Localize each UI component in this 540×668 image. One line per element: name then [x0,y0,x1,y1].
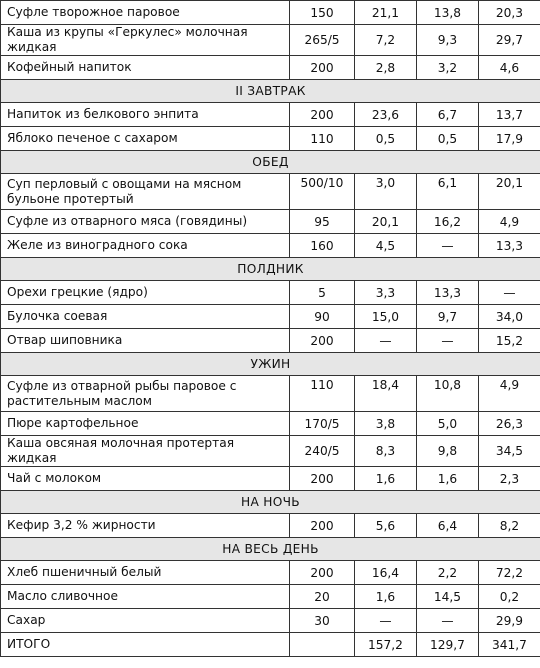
dish-value-2: 0,5 [417,127,479,151]
dish-value-3: 13,3 [479,234,540,258]
meal-section-header [1,491,540,514]
dish-row [1,376,540,412]
dish-row [1,609,540,633]
dish-amount: 170/5 [290,412,355,436]
dish-name: Хлеб пшеничный белый [1,561,290,585]
dish-value-1: 3,0 [355,174,417,210]
dish-value-3: 13,7 [479,103,540,127]
dish-value-3: 26,3 [479,412,540,436]
dish-name: Чай с молоком [1,467,290,491]
dish-value-2: 9,3 [417,25,479,56]
dish-name: Суфле творожное паровое [1,1,290,25]
meal-section-title: НА НОЧЬ [1,491,540,514]
dish-amount: 150 [290,1,355,25]
dish-row [1,467,540,491]
dish-value-3: 8,2 [479,514,540,538]
dish-name: Отвар шиповника [1,329,290,353]
dish-value-3: 2,3 [479,467,540,491]
dish-row [1,305,540,329]
dish-value-2: 16,2 [417,210,479,234]
dish-amount: 160 [290,234,355,258]
meal-section-header [1,538,540,561]
dish-name: Суфле из отварной рыбы паровое с растительным маслом [1,376,290,412]
dish-value-2: 6,7 [417,103,479,127]
dish-value-1: 7,2 [355,25,417,56]
dish-value-2: 6,4 [417,514,479,538]
dish-value-2: — [417,234,479,258]
dish-value-1: 1,6 [355,585,417,609]
dish-value-2: 3,2 [417,56,479,80]
dish-value-1: 16,4 [355,561,417,585]
dish-value-3: 34,5 [479,436,540,467]
meal-section-title: ОБЕД [1,151,540,174]
dish-value-3: 4,9 [479,210,540,234]
dish-value-1: 18,4 [355,376,417,412]
dish-amount: 200 [290,561,355,585]
dish-value-2: 2,2 [417,561,479,585]
dish-name: Орехи грецкие (ядро) [1,281,290,305]
dish-row [1,1,540,25]
dish-row [1,281,540,305]
dish-value-3: — [479,281,540,305]
dish-amount: 265/5 [290,25,355,56]
dish-value-3: 29,9 [479,609,540,633]
dish-value-1: 0,5 [355,127,417,151]
meal-section-title: ПОЛДНИК [1,258,540,281]
dish-name: Желе из виноградного сока [1,234,290,258]
total-v1: 157,2 [355,633,417,657]
dish-value-3: 4,6 [479,56,540,80]
dish-value-1: — [355,329,417,353]
meal-section-header [1,258,540,281]
dish-value-3: 20,3 [479,1,540,25]
dish-amount: 240/5 [290,436,355,467]
dish-name: Каша из крупы «Геркулес» молочная жидкая [1,25,290,56]
dish-value-2: 9,7 [417,305,479,329]
dish-value-2: 13,8 [417,1,479,25]
dish-row [1,25,540,56]
dish-row [1,174,540,210]
dish-row [1,585,540,609]
dish-value-3: 4,9 [479,376,540,412]
dish-amount: 200 [290,467,355,491]
dish-value-2: 6,1 [417,174,479,210]
dish-value-1: 23,6 [355,103,417,127]
dish-value-1: 21,1 [355,1,417,25]
dish-row [1,127,540,151]
dish-amount: 5 [290,281,355,305]
dish-name: Напиток из белкового энпита [1,103,290,127]
dish-amount: 95 [290,210,355,234]
total-v3: 341,7 [479,633,540,657]
meal-section-title: II ЗАВТРАК [1,80,540,103]
dish-name: Кофейный напиток [1,56,290,80]
dish-row [1,329,540,353]
dish-value-2: 13,3 [417,281,479,305]
dish-value-1: 20,1 [355,210,417,234]
dish-value-1: — [355,609,417,633]
dish-value-3: 29,7 [479,25,540,56]
dish-value-1: 15,0 [355,305,417,329]
dish-value-3: 15,2 [479,329,540,353]
dish-value-1: 1,6 [355,467,417,491]
dish-value-3: 34,0 [479,305,540,329]
dish-value-2: 14,5 [417,585,479,609]
dish-row [1,514,540,538]
dish-row [1,436,540,467]
dish-row [1,412,540,436]
total-v2: 129,7 [417,633,479,657]
dish-name: Кефир 3,2 % жирности [1,514,290,538]
dish-value-3: 20,1 [479,174,540,210]
dish-row [1,234,540,258]
dish-amount: 30 [290,609,355,633]
dish-value-3: 72,2 [479,561,540,585]
dish-value-1: 3,3 [355,281,417,305]
dish-value-2: 5,0 [417,412,479,436]
meal-section-title: УЖИН [1,353,540,376]
dish-value-1: 8,3 [355,436,417,467]
dish-amount: 90 [290,305,355,329]
dish-value-2: 10,8 [417,376,479,412]
dish-value-1: 5,6 [355,514,417,538]
dish-amount: 200 [290,56,355,80]
meal-section-header [1,80,540,103]
dish-value-1: 3,8 [355,412,417,436]
dish-row [1,103,540,127]
dish-amount: 200 [290,329,355,353]
dish-value-2: 9,8 [417,436,479,467]
dish-name: Сахар [1,609,290,633]
dish-row [1,56,540,80]
meal-section-header [1,353,540,376]
total-amount [290,633,355,657]
dish-value-1: 2,8 [355,56,417,80]
dish-value-1: 4,5 [355,234,417,258]
dish-value-3: 17,9 [479,127,540,151]
dish-row [1,210,540,234]
dish-name: Каша овсяная молочная протертая жидкая [1,436,290,467]
dish-amount: 500/10 [290,174,355,210]
dish-name: Булочка соевая [1,305,290,329]
dish-amount: 20 [290,585,355,609]
dish-amount: 110 [290,376,355,412]
dish-name: Суп перловый с овощами на мясном бульоне протертый [1,174,290,210]
total-name: ИТОГО [1,633,290,657]
dish-amount: 200 [290,514,355,538]
dish-value-3: 0,2 [479,585,540,609]
dish-name: Суфле из отварного мяса (говядины) [1,210,290,234]
dish-value-2: 1,6 [417,467,479,491]
dish-name: Яблоко печеное с сахаром [1,127,290,151]
dish-value-2: — [417,609,479,633]
menu-table-body [1,1,540,657]
dish-name: Масло сливочное [1,585,290,609]
dish-name: Пюре картофельное [1,412,290,436]
meal-section-header [1,151,540,174]
total-row [1,633,540,657]
dish-amount: 110 [290,127,355,151]
dish-row [1,561,540,585]
dish-amount: 200 [290,103,355,127]
meal-section-title: НА ВЕСЬ ДЕНЬ [1,538,540,561]
dish-value-2: — [417,329,479,353]
